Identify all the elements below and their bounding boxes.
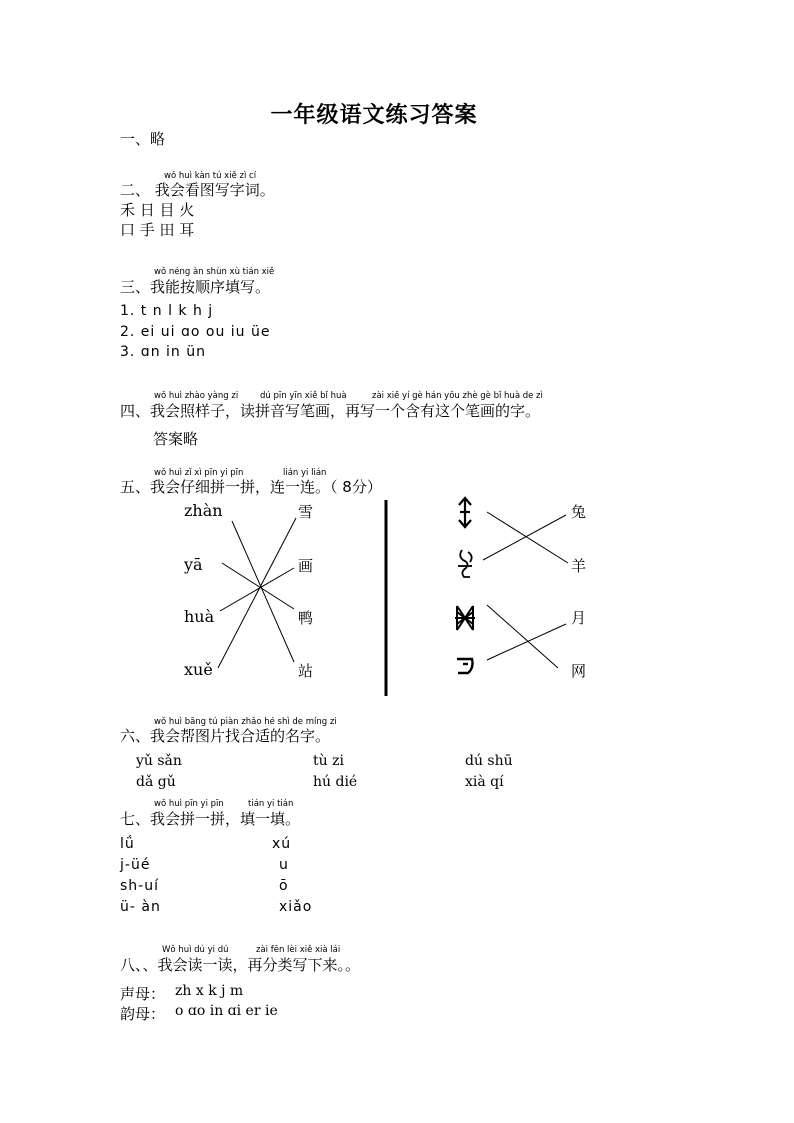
yunmu-label: 韵母： <box>120 1005 166 1023</box>
section-6-col-2-top: tù zi <box>313 753 344 769</box>
section-6-heading: 六、我会帮图片找合适的名字。 <box>120 727 331 745</box>
section-4-pinyin-1: wǒ huì zhào yàng zi <box>154 391 239 401</box>
section-6-col-1-top: yǔ sǎn <box>136 753 182 769</box>
section-8-heading: 八、、我会读一读，再分类写下来。。 <box>120 956 361 974</box>
match-char-xue: 雪 <box>298 503 314 521</box>
section-4-pinyin-2: dú pīn yīn xiě bǐ huà <box>260 391 347 401</box>
line-yang <box>487 512 568 563</box>
section-2-row-2: 口 手 田 耳 <box>120 221 195 239</box>
section-7-right-2: u <box>279 857 289 873</box>
section-6-col-2-bottom: hú dié <box>313 774 358 790</box>
match-pinyin-xue: xuě <box>184 660 213 679</box>
section-7-left-4: ü- àn <box>120 899 161 915</box>
ancient-wang-icon <box>455 606 475 630</box>
match-char-ya: 鸭 <box>298 609 314 627</box>
section-5-pinyin-1: wǒ huì zǐ xì pīn yi pīn <box>154 468 244 478</box>
shengmu-label: 声母： <box>120 985 166 1003</box>
section-3-pinyin: wǒ néng àn shùn xù tián xiě <box>154 267 275 277</box>
section-7-heading: 七、我会拼一拼，填一填。 <box>120 810 301 828</box>
match-char-hua: 画 <box>298 557 314 575</box>
section-5-heading: 五、我会仔细拼一拼，连一连。（ 8分） <box>120 478 382 496</box>
ancient-yue-icon <box>457 659 473 673</box>
match-pinyin-hua: huà <box>184 607 215 626</box>
section-7-left-1: lǘ <box>120 836 135 852</box>
section-2-pinyin: wǒ huì kàn tú xiě zì cí <box>164 171 257 181</box>
line-xue-xue <box>218 518 296 668</box>
line-yue <box>487 624 566 660</box>
section-2-heading: 二、 我会看图写字词。 <box>120 181 275 199</box>
section-3-line-2: 2. ei ui ɑo ou iu üe <box>120 324 271 340</box>
shengmu-list: zh x k j m <box>175 983 244 999</box>
section-7-right-4: xiǎo <box>279 899 313 915</box>
section-1-heading: 一、略 <box>120 130 166 148</box>
section-2-row-1: 禾 日 目 火 <box>120 201 195 219</box>
yunmu-list: o ɑo in ɑi er ie <box>175 1003 278 1019</box>
ancient-tu-icon <box>458 550 472 577</box>
section-6-pinyin: wǒ huì bāng tú piàn zhǎo hé shì de míng zi <box>154 717 337 727</box>
section-4-pinyin-3: zài xiě yí gè hán yǒu zhè gè bǐ huà de zì <box>372 391 543 401</box>
ancient-yang-icon <box>459 498 471 527</box>
section-3-line-3: 3. ɑn in ün <box>120 344 206 360</box>
match-char-yue: 月 <box>571 609 587 627</box>
match-char-zhan: 站 <box>298 662 314 680</box>
section-6-col-3-top: dú shū <box>465 753 513 769</box>
line-zhan-zhan <box>232 521 294 662</box>
section-8-pinyin-2: zài fēn lèi xiě xià lái <box>256 945 341 955</box>
page-title: 一年级语文练习答案 <box>270 102 478 128</box>
section-3-heading: 三、我能按顺序填写。 <box>120 278 271 296</box>
section-7-left-2: j-üé <box>120 857 151 873</box>
section-3-line-1: 1. t n l k h j <box>120 303 214 319</box>
section-7-right-3: ō <box>279 878 289 894</box>
section-7-pinyin-1: wǒ huì pīn yi pīn <box>154 799 224 809</box>
section-7-right-1: xú <box>272 836 292 852</box>
section-6-col-1-bottom: dǎ gǔ <box>136 774 176 790</box>
section-5-pinyin-2: lián yi lián <box>283 468 327 478</box>
match-pinyin-ya: yā <box>184 555 203 574</box>
line-hua-hua <box>220 568 294 611</box>
line-tu <box>483 515 566 560</box>
line-ya-ya <box>222 563 294 609</box>
line-wang <box>487 605 558 668</box>
section-7-pinyin-2: tián yi tián <box>248 799 294 809</box>
match-pinyin-zhan: zhàn <box>184 501 223 520</box>
section-7-left-3: sh-uí <box>120 878 159 894</box>
section-4-answer: 答案略 <box>153 430 199 448</box>
section-6-col-3-bottom: xià qí <box>465 774 504 790</box>
match-char-tu: 兔 <box>571 503 587 521</box>
section-8-pinyin-1: Wǒ huì dú yi dú <box>162 945 229 955</box>
section-4-heading: 四、我会照样子，读拼音写笔画，再写一个含有这个笔画的字。 <box>120 402 541 420</box>
match-char-yang: 羊 <box>571 557 587 575</box>
match-char-wang: 网 <box>571 662 587 680</box>
